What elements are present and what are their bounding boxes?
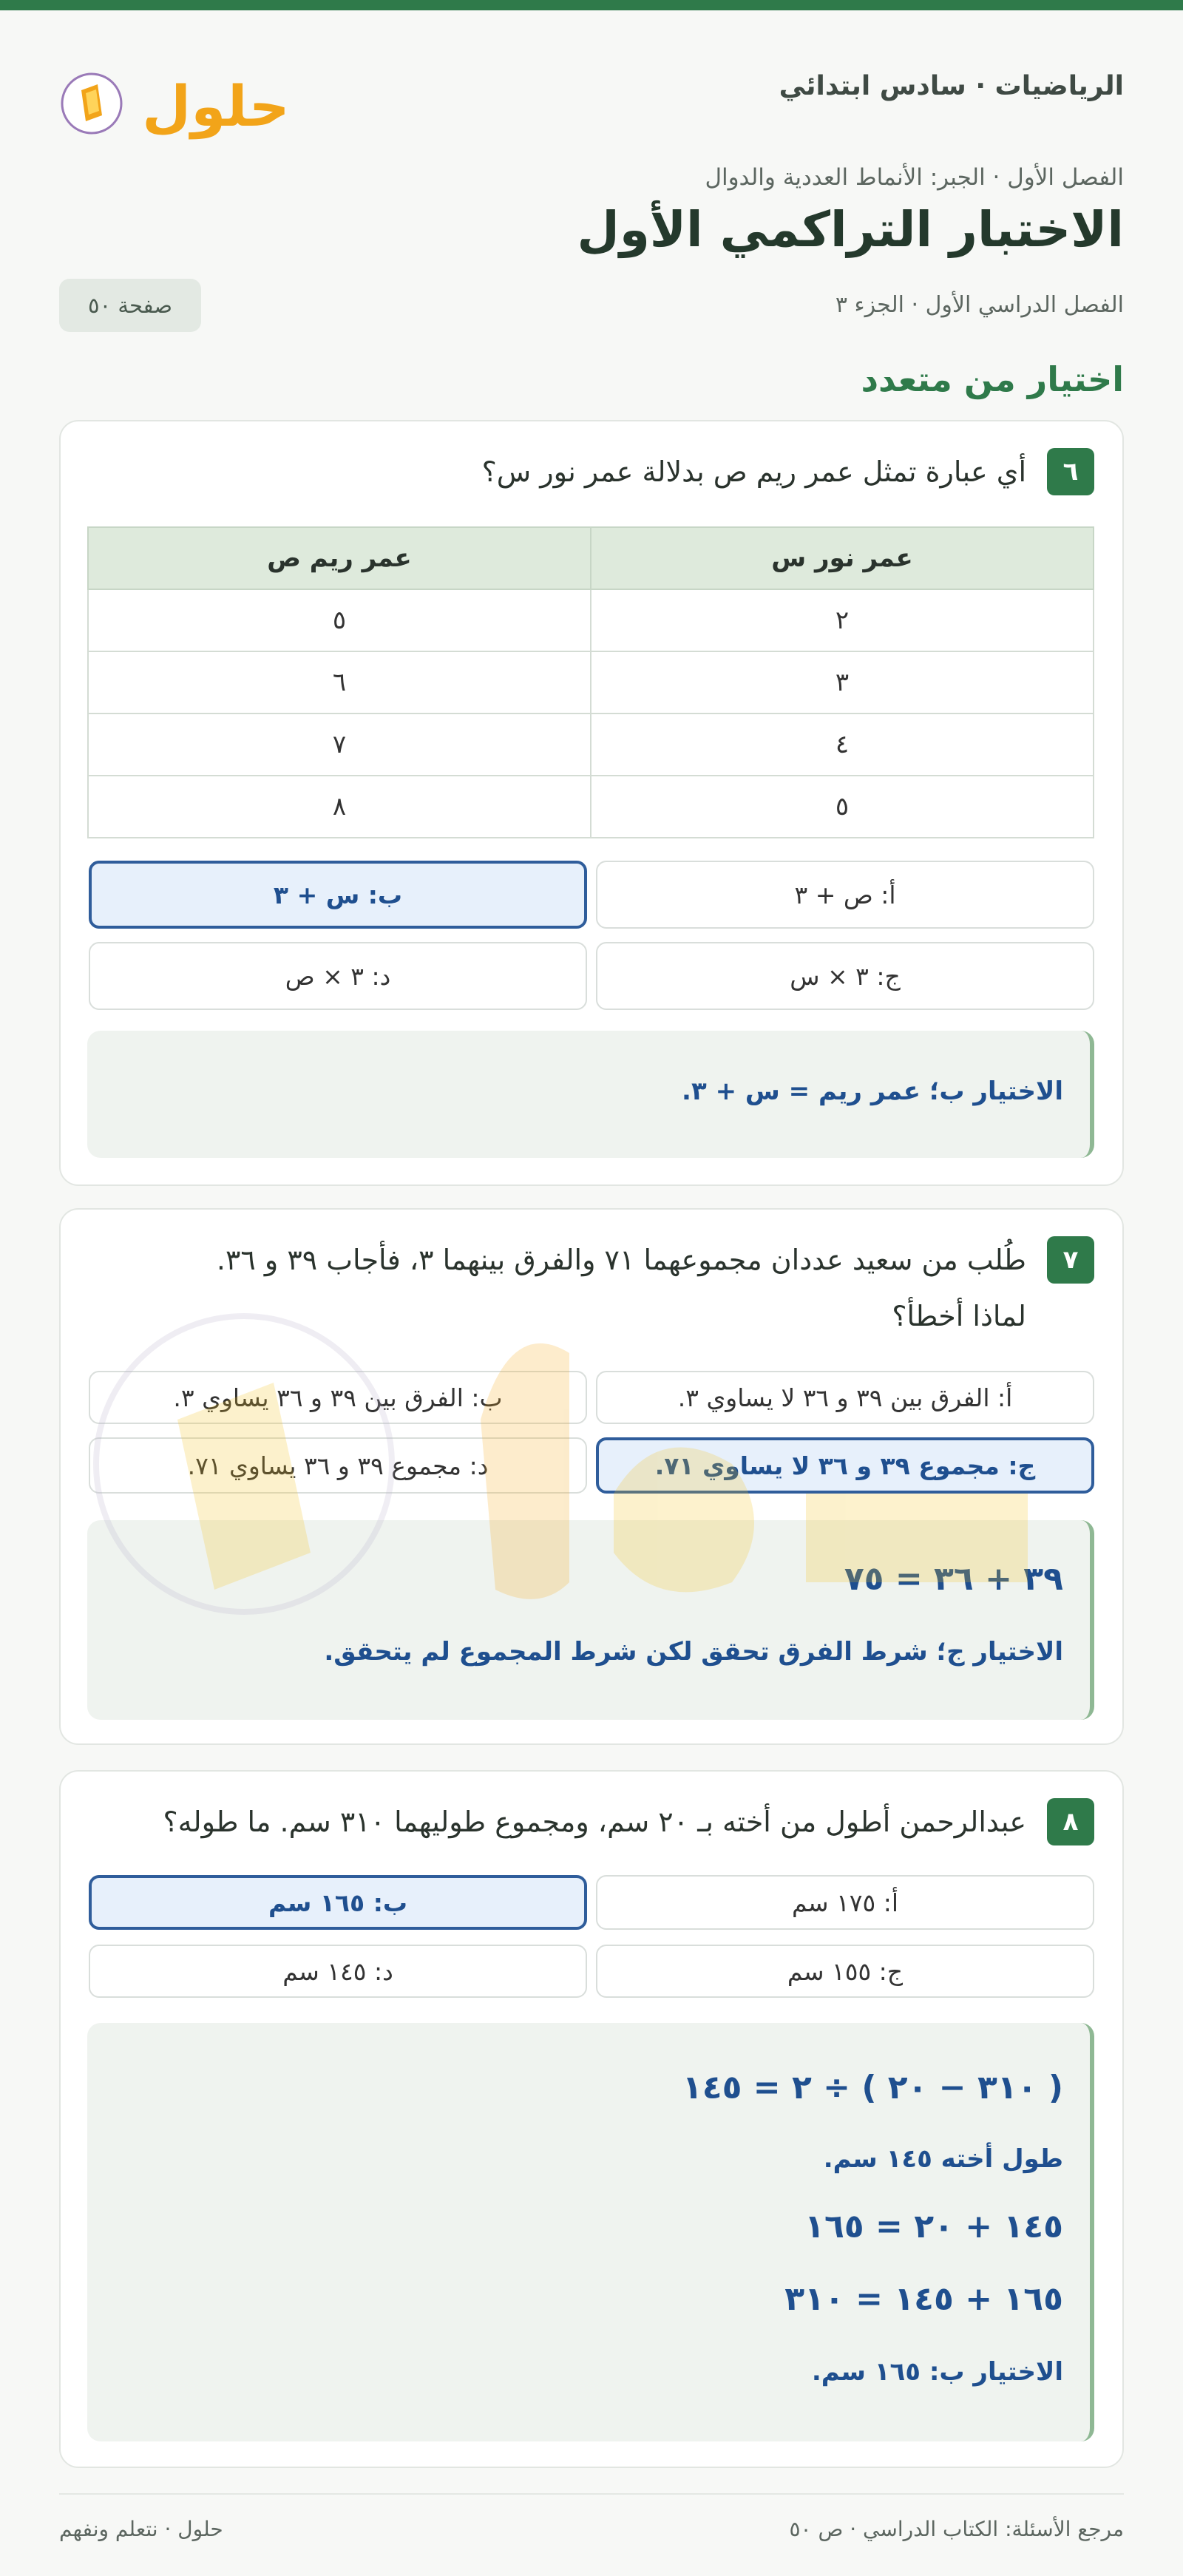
table-cell: ٢ — [591, 589, 1094, 651]
option-b[interactable]: ب: الفرق بين ٣٩ و ٣٦ يساوي ٣. — [89, 1371, 587, 1424]
question-text-line-1: طُلب من سعيد عددان مجموعهما ٧١ والفرق بينهما ٣، فأجاب ٣٩ و ٣٦. — [216, 1244, 1026, 1276]
question-text: أي عبارة تمثل عمر ريم ص بدلالة عمر نور س؟ — [481, 455, 1026, 488]
subject-label: الرياضيات · سادس ابتدائي — [779, 71, 1124, 101]
section-title: اختيار من متعدد — [861, 359, 1124, 399]
option-b-selected[interactable]: ب: ١٦٥ سم — [89, 1875, 587, 1930]
table-header-reem: عمر ريم ص — [88, 527, 591, 589]
option-c-selected[interactable]: ج: مجموع ٣٩ و ٣٦ لا يساوي ٧١. — [596, 1437, 1094, 1494]
table-cell: ٥ — [591, 776, 1094, 838]
table-row — [88, 714, 1094, 776]
option-d[interactable]: د: مجموع ٣٩ و ٣٦ يساوي ٧١. — [89, 1437, 587, 1494]
page-number-badge: صفحة ٥٠ — [59, 279, 201, 332]
option-a[interactable]: أ: ١٧٥ سم — [596, 1875, 1094, 1930]
table-cell: ٧ — [88, 714, 591, 776]
equation-line: ١٦٥ + ١٤٥ = ٣١٠ — [784, 2280, 1063, 2318]
option-d[interactable]: د: ٣ × ص — [89, 942, 587, 1010]
question-text: عبدالرحمن أطول من أخته بـ ٢٠ سم، ومجموع طوليهما ٣١٠ سم. ما طوله؟ — [163, 1806, 1026, 1838]
table-cell: ٨ — [88, 776, 591, 838]
hulul-logo — [59, 52, 290, 140]
footer-brand: حلول · نتعلم ونفهم — [59, 2517, 223, 2541]
page-header — [59, 44, 1124, 148]
svg-text:حلول: حلول — [142, 73, 290, 139]
equation-line: ٣٩ + ٣٦ = ٧٥ — [844, 1560, 1063, 1598]
table-cell: ٦ — [88, 651, 591, 714]
footer-divider — [59, 2493, 1124, 2495]
option-a[interactable]: أ: ص + ٣ — [596, 861, 1094, 929]
answer-text: الاختيار ج؛ شرط الفرق تحقق لكن شرط المجموع لم يتحقق. — [324, 1637, 1063, 1667]
question-card-6 — [59, 420, 1124, 1186]
answer-text: الاختيار ب: ١٦٥ سم. — [811, 2357, 1063, 2387]
question-number-badge: ٧ — [1047, 1236, 1094, 1284]
table-row — [88, 776, 1094, 838]
option-d[interactable]: د: ١٤٥ سم — [89, 1945, 587, 1998]
equation-line: ١٤٥ + ٢٠ = ١٦٥ — [804, 2208, 1063, 2245]
question-number-badge: ٨ — [1047, 1798, 1094, 1845]
option-b-selected[interactable]: ب: س + ٣ — [89, 861, 587, 929]
question-text-line-2: لماذا أخطأ؟ — [892, 1300, 1026, 1332]
answer-box — [87, 2023, 1094, 2441]
footer-reference: مرجع الأسئلة: الكتاب الدراسي · ص ٥٠ — [789, 2517, 1124, 2541]
answer-box — [87, 1520, 1094, 1720]
page-title: الاختبار التراكمي الأول — [577, 201, 1124, 258]
answer-box — [87, 1031, 1094, 1158]
answer-text: الاختيار ب؛ عمر ريم = س + ٣. — [682, 1077, 1063, 1106]
term-label: الفصل الدراسي الأول · الجزء ٣ — [835, 292, 1124, 318]
equation-line: ( ٣١٠ − ٢٠ ) ÷ ٢ = ١٤٥ — [682, 2069, 1063, 2106]
table-cell: ٤ — [591, 714, 1094, 776]
question-card-8 — [59, 1770, 1124, 2468]
option-c[interactable]: ج: ١٥٥ سم — [596, 1945, 1094, 1998]
table-cell: ٥ — [88, 589, 591, 651]
table-row — [88, 651, 1094, 714]
top-accent-bar — [0, 0, 1183, 10]
table-cell: ٣ — [591, 651, 1094, 714]
question-number-badge: ٦ — [1047, 448, 1094, 495]
option-c[interactable]: ج: ٣ × س — [596, 942, 1094, 1010]
breadcrumb: الفصل الأول · الجبر: الأنماط العددية والدوال — [705, 164, 1124, 191]
option-a[interactable]: أ: الفرق بين ٣٩ و ٣٦ لا يساوي ٣. — [596, 1371, 1094, 1424]
table-row — [88, 589, 1094, 651]
note-text: طول أخته ١٤٥ سم. — [823, 2144, 1063, 2174]
table-header-nour: عمر نور س — [591, 527, 1094, 589]
question-card-7 — [59, 1208, 1124, 1745]
ages-table — [87, 526, 1094, 838]
